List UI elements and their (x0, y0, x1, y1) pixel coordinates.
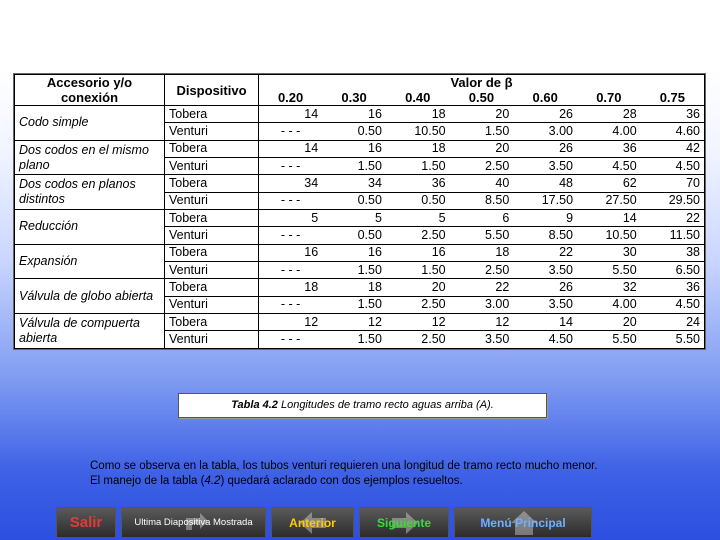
value-cell: 14 (577, 210, 641, 227)
accessory-cell: Dos codos en el mismo plano (15, 140, 165, 175)
value-cell: 5.50 (577, 262, 641, 279)
value-cell: 3.00 (513, 123, 577, 140)
value-cell: 16 (386, 244, 450, 261)
last-slide-label: Ultima Diapositiva Mostrada (134, 517, 253, 528)
value-cell: 34 (322, 175, 386, 192)
value-cell: 30 (577, 244, 641, 261)
value-cell: 2.50 (386, 331, 450, 349)
body-text (90, 459, 690, 489)
value-cell: 10.50 (577, 227, 641, 244)
value-cell: - - - (259, 123, 323, 140)
accessory-cell: Codo simple (15, 106, 165, 141)
value-cell: 8.50 (450, 192, 514, 209)
device-cell: Tobera (165, 314, 259, 331)
value-cell: 42 (641, 140, 705, 157)
device-cell: Venturi (165, 227, 259, 244)
value-cell: 3.50 (450, 331, 514, 349)
table-row (15, 314, 705, 331)
accessory-cell: Dos codos en planos distintos (15, 175, 165, 210)
table-header-row-1 (15, 75, 705, 91)
value-cell: 1.50 (322, 262, 386, 279)
accessory-cell: Expansión (15, 244, 165, 279)
table-body (15, 106, 705, 349)
device-cell: Venturi (165, 331, 259, 349)
value-cell: 2.50 (386, 296, 450, 313)
value-cell: 0.50 (322, 123, 386, 140)
header-device: Dispositivo (165, 75, 259, 106)
value-cell: 1.50 (322, 158, 386, 175)
value-cell: 12 (259, 314, 323, 331)
value-cell: 3.50 (513, 158, 577, 175)
value-cell: - - - (259, 158, 323, 175)
value-cell: 14 (259, 106, 323, 123)
value-cell: 18 (450, 244, 514, 261)
value-cell: 0.50 (322, 192, 386, 209)
header-accessory: Accesorio y/o conexión (15, 75, 165, 106)
device-cell: Tobera (165, 140, 259, 157)
value-cell: 20 (450, 106, 514, 123)
beta-header-4: 0.60 (513, 90, 577, 106)
caption-label: Tabla 4.2 (231, 399, 278, 411)
value-cell: - - - (259, 262, 323, 279)
value-cell: 1.50 (322, 331, 386, 349)
value-cell: 48 (513, 175, 577, 192)
value-cell: - - - (259, 331, 323, 349)
value-cell: 14 (513, 314, 577, 331)
value-cell: 36 (641, 279, 705, 296)
next-label: Siguiente (376, 515, 431, 530)
value-cell: 4.00 (577, 123, 641, 140)
value-cell: 12 (386, 314, 450, 331)
table-row (15, 106, 705, 123)
value-cell: 12 (450, 314, 514, 331)
value-cell: 9 (513, 210, 577, 227)
beta-header-5: 0.70 (577, 90, 641, 106)
exit-label: Salir (69, 514, 103, 531)
previous-label: Anterior (289, 515, 336, 530)
device-cell: Tobera (165, 244, 259, 261)
value-cell: 4.50 (577, 158, 641, 175)
value-cell: 1.50 (450, 123, 514, 140)
value-cell: 12 (322, 314, 386, 331)
value-cell: 18 (386, 140, 450, 157)
value-cell: 26 (513, 106, 577, 123)
navigation-bar (0, 505, 720, 540)
value-cell: 5 (259, 210, 323, 227)
value-cell: 70 (641, 175, 705, 192)
table-row (15, 140, 705, 157)
value-cell: 2.50 (386, 227, 450, 244)
table-row (15, 244, 705, 261)
header-beta: Valor de β (259, 75, 705, 91)
value-cell: 36 (641, 106, 705, 123)
value-cell: 4.50 (641, 158, 705, 175)
value-cell: 5 (386, 210, 450, 227)
value-cell: 3.00 (450, 296, 514, 313)
value-cell: 0.50 (322, 227, 386, 244)
value-cell: 2.50 (450, 158, 514, 175)
value-cell: 16 (322, 244, 386, 261)
value-cell: 1.50 (386, 158, 450, 175)
accessory-cell: Válvula de globo abierta (15, 279, 165, 314)
body-line-1: Como se observa en la tabla, los tubos venturi requieren una longitud de tramo recto mucho menor. (90, 460, 598, 472)
device-cell: Venturi (165, 192, 259, 209)
accessory-cell: Válvula de compuerta abierta (15, 314, 165, 349)
last-slide-button[interactable] (121, 507, 266, 538)
value-cell: 4.60 (641, 123, 705, 140)
beta-header-6: 0.75 (641, 90, 705, 106)
value-cell: 20 (386, 279, 450, 296)
table-row (15, 279, 705, 296)
beta-header-1: 0.30 (322, 90, 386, 106)
value-cell: 22 (513, 244, 577, 261)
value-cell: 3.50 (513, 262, 577, 279)
device-cell: Venturi (165, 296, 259, 313)
value-cell: 5.50 (450, 227, 514, 244)
device-cell: Tobera (165, 279, 259, 296)
value-cell: 34 (259, 175, 323, 192)
device-cell: Venturi (165, 262, 259, 279)
table-row (15, 175, 705, 192)
device-cell: Tobera (165, 175, 259, 192)
value-cell: 4.00 (577, 296, 641, 313)
beta-header-0: 0.20 (259, 90, 323, 106)
value-cell: 6.50 (641, 262, 705, 279)
device-cell: Tobera (165, 210, 259, 227)
value-cell: 8.50 (513, 227, 577, 244)
value-cell: 22 (641, 210, 705, 227)
value-cell: 5.50 (577, 331, 641, 349)
beta-header-2: 0.40 (386, 90, 450, 106)
value-cell: 16 (322, 140, 386, 157)
beta-header-3: 0.50 (450, 90, 514, 106)
value-cell: 5 (322, 210, 386, 227)
value-cell: - - - (259, 296, 323, 313)
body-line-2 (90, 474, 690, 489)
value-cell: 36 (577, 140, 641, 157)
value-cell: 1.50 (322, 296, 386, 313)
device-cell: Tobera (165, 106, 259, 123)
device-cell: Venturi (165, 158, 259, 175)
value-cell: 22 (450, 279, 514, 296)
value-cell: 16 (322, 106, 386, 123)
value-cell: 4.50 (641, 296, 705, 313)
device-cell: Venturi (165, 123, 259, 140)
value-cell: - - - (259, 227, 323, 244)
value-cell: 16 (259, 244, 323, 261)
value-cell: 26 (513, 279, 577, 296)
next-button[interactable] (359, 507, 449, 538)
value-cell: 26 (513, 140, 577, 157)
value-cell: 1.50 (386, 262, 450, 279)
value-cell: 29.50 (641, 192, 705, 209)
value-cell: 6 (450, 210, 514, 227)
exit-button[interactable] (56, 507, 116, 538)
value-cell: 32 (577, 279, 641, 296)
value-cell: 40 (450, 175, 514, 192)
value-cell: 3.50 (513, 296, 577, 313)
value-cell: 28 (577, 106, 641, 123)
value-cell: 27.50 (577, 192, 641, 209)
accessory-cell: Reducción (15, 210, 165, 245)
value-cell: 36 (386, 175, 450, 192)
value-cell: 20 (450, 140, 514, 157)
value-cell: 24 (641, 314, 705, 331)
value-cell: 5.50 (641, 331, 705, 349)
body-line-2-suffix: ) quedará aclarado con dos ejemplos resueltos. (220, 475, 463, 487)
body-line-2-prefix: El manejo de la tabla ( (90, 475, 205, 487)
value-cell: 10.50 (386, 123, 450, 140)
value-cell: 38 (641, 244, 705, 261)
data-table-container (13, 73, 706, 350)
table-caption (178, 393, 547, 418)
main-menu-label: Menú Principal (480, 515, 566, 530)
previous-button[interactable] (271, 507, 354, 538)
value-cell: 20 (577, 314, 641, 331)
value-cell: 0.50 (386, 192, 450, 209)
value-cell: 4.50 (513, 331, 577, 349)
value-cell: 11.50 (641, 227, 705, 244)
value-cell: 62 (577, 175, 641, 192)
table-row (15, 210, 705, 227)
caption-text: Longitudes de tramo recto aguas arriba (A). (277, 399, 494, 411)
value-cell: 14 (259, 140, 323, 157)
body-line-2-ref: 4.2 (204, 475, 221, 487)
value-cell: 17.50 (513, 192, 577, 209)
value-cell: 2.50 (450, 262, 514, 279)
value-cell: - - - (259, 192, 323, 209)
straight-length-table (14, 74, 705, 349)
value-cell: 18 (322, 279, 386, 296)
main-menu-button[interactable] (454, 507, 592, 538)
value-cell: 18 (386, 106, 450, 123)
value-cell: 18 (259, 279, 323, 296)
